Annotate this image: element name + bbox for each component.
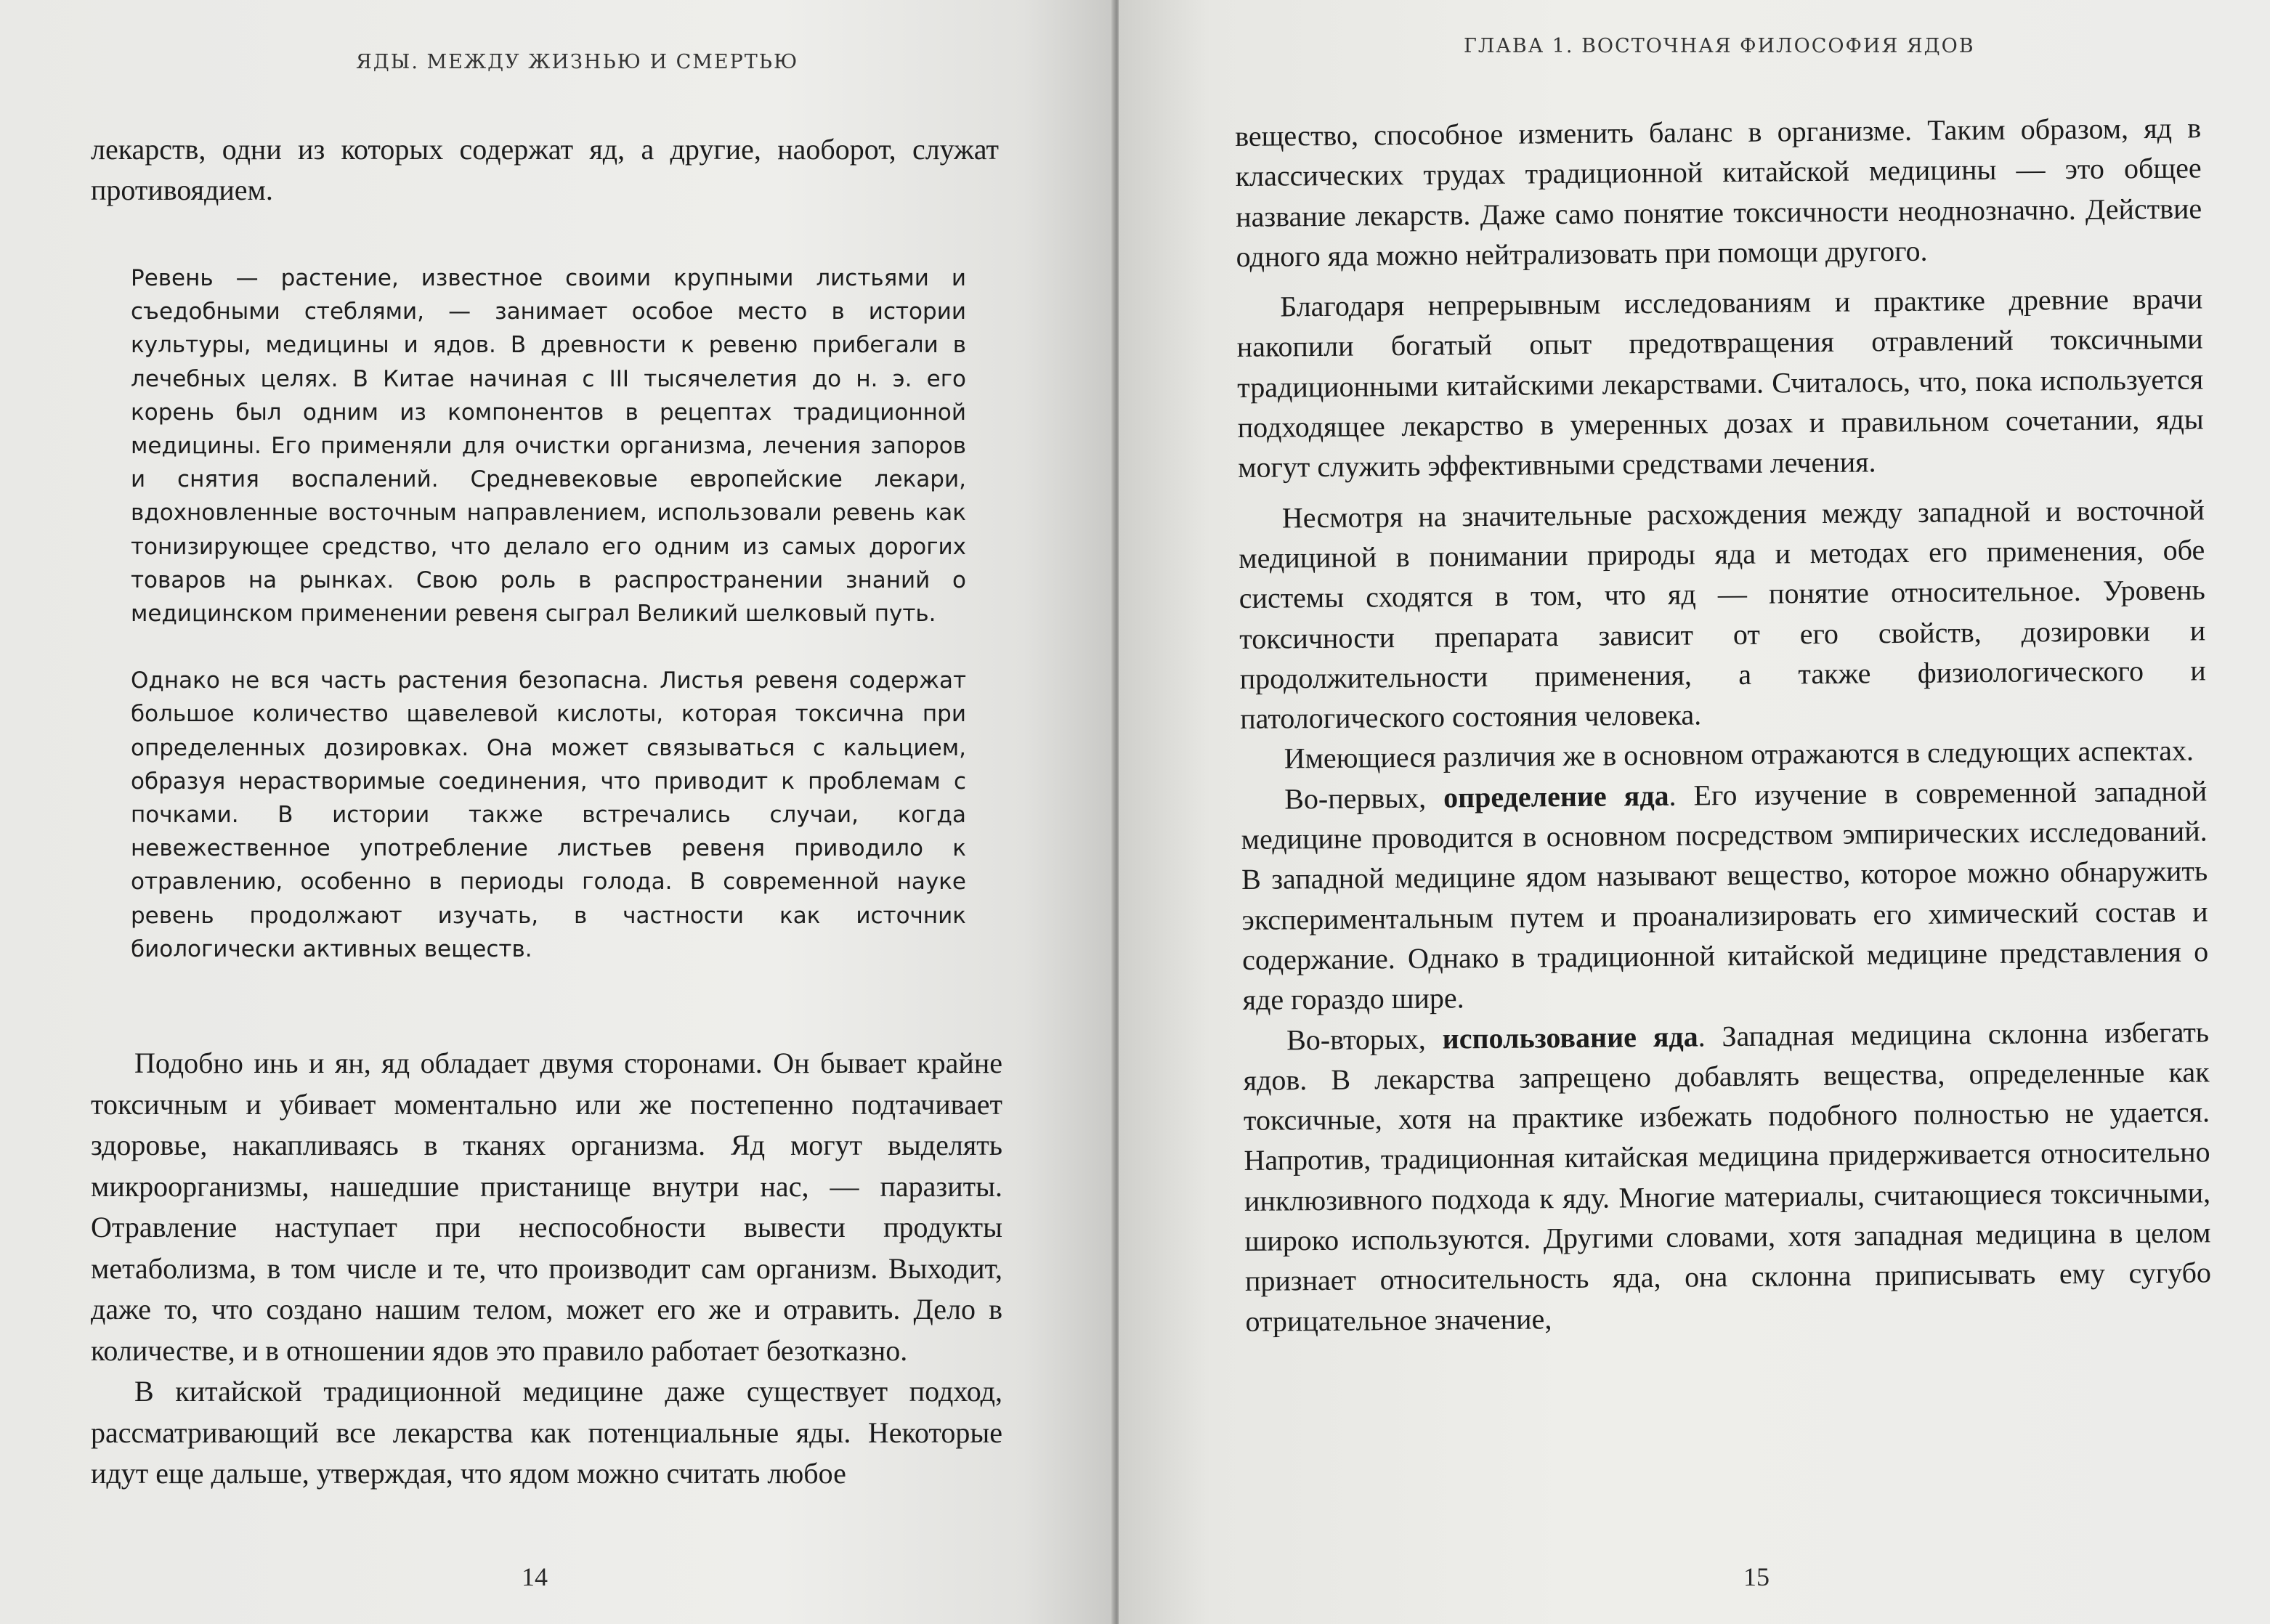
- sidebar-paragraph-2: Однако не вся часть растения безопасна. Листья ревеня содержат большое количество щавелевой кислоты, которая токсична при определенных дозировках. Она может связываться с кальцием, образуя нерастворимые соединения, что приводит к проблемам с почками. В истории также встречались случаи, когда невежественное употребление листьев ревеня приводило к отравлению, особенно в периоды голода. В современной науке ревень продолжают изучать, в частности как источник биологически активных веществ.: [131, 667, 966, 962]
- right-paragraph-4: Имеющиеся различия же в основном отражаются в следующих аспектах.: [1284, 734, 2194, 775]
- paragraph-6-lead: Во-вторых,: [1286, 1022, 1443, 1056]
- left-body-paragraph-1: Подобно инь и ян, яд обладает двумя сторонами. Он бывает крайне токсичным и убивает моментально или же постепенно подтачивает здоровье, накапливаясь в тканях организма. Яд могут выделять микроорганизмы, нашедшие пристанище внутри нас, — паразиты. Отравление наступает при неспособности вывести продукты метаболизма, в том числе и те, что производит сам организм. Выходит, даже то, что создано нашим телом, может его же и отравить. Дело в количестве, и в отношении ядов это правило работает безотказно.: [91, 1047, 1002, 1367]
- left-page: [0, 0, 1113, 1624]
- right-paragraph-3: Несмотря на значительные расхождения между западной и восточной медициной в понимании природы яда и методах его применения, обе системы сходятся в том, что яд — понятие относительное. Уровень токсичности препарата зависит от его свойств, дозировки и продолжительности применения, а также физиологического и патологического состояния человека.: [1239, 493, 2206, 736]
- running-head-left: ЯДЫ. МЕЖДУ ЖИЗНЬЮ И СМЕРТЬЮ: [356, 51, 799, 73]
- right-main-text: [1235, 107, 2212, 1341]
- right-paragraph-5: [1241, 771, 2209, 1020]
- right-paragraph-6: [1243, 1012, 2212, 1341]
- paragraph-6-rest: . Западная медицина склонна избегать ядов. В лекарства запрещено добавлять вещества, определенные как токсичные, хотя на практике избежать подобного полностью не удается. Напротив, традиционная китайская медицина придерживается относительно инклюзивного подхода к яду. Многие материалы, считающиеся токсичными, широко используются. Другими словами, хотя западная медицина в целом признает относительность яда, она склонна приписывать ему сугубо отрицательное значение,: [1243, 1015, 2212, 1338]
- right-paragraph-1: вещество, способное изменить баланс в организме. Таким образом, яд в классических трудах традиционной китайской медицины — это общее название лекарств. Даже само понятие токсичности неоднозначно. Действие одного яда можно нейтрализовать при помощи другого.: [1235, 111, 2202, 273]
- left-bottom-text: [91, 1043, 1002, 1495]
- right-page: [1119, 0, 2270, 1624]
- left-top-paragraph: лекарств, одни из которых содержат яд, а другие, наоборот, служат противоядием.: [91, 133, 999, 206]
- page-number-left: 14: [522, 1562, 548, 1591]
- term-use-of-poison: использование яда: [1442, 1020, 1698, 1055]
- paragraph-5-lead: Во-первых,: [1284, 781, 1444, 816]
- left-top-text: [91, 129, 999, 211]
- rhubarb-sidebar: [131, 261, 966, 999]
- left-body-paragraph-2: В китайской традиционной медицине даже существует подход, рассматривающий все лекарства как потенциальные яды. Некоторые идут еще дальше, утверждая, что ядом можно считать любое: [91, 1375, 1002, 1490]
- paragraph-5-rest: . Его изучение в современной западной медицине проводится в основном посредством эмпирических исследований. В западной медицине ядом называют вещество, которое можно обнаружить экспериментальным путем и проанализировать его химический состав и содержание. Однако в традиционной китайской медицине представления о яде гораздо шире.: [1241, 774, 2209, 1017]
- page-number-right: 15: [1743, 1562, 1770, 1591]
- running-head-right: ГЛАВА 1. ВОСТОЧНАЯ ФИЛОСОФИЯ ЯДОВ: [1464, 35, 1975, 57]
- sidebar-paragraph-1: Ревень — растение, известное своими крупными листьями и съедобными стеблями, — занимает особое место в истории культуры, медицины и ядов. В древности к ревеню прибегали в лечебных целях. В Китае начиная с III тысячелетия до н. э. его корень был одним из компонентов в рецептах традиционной медицины. Его применяли для очистки организма, лечения запоров и снятия воспалений. Средневековые европейские лекари, вдохновленные восточным направлением, использовали ревень как тонизирующее средство, что делало его одним из самых дорогих товаров на рынках. Свою роль в распространении знаний о медицинском применении ревеня сыграл Великий шелковый путь.: [131, 265, 966, 628]
- term-definition-of-poison: определение яда: [1443, 779, 1669, 814]
- right-paragraph-2: Благодаря непрерывным исследованиям и практике древние врачи накопили богатый опыт предотвращения отравлений токсичными традиционными китайскими лекарствами. Считалось, что, пока используется подходящее лекарство в умеренных дозах и правильном сочетании, яды могут служить эффективными средствами лечения.: [1236, 282, 2204, 484]
